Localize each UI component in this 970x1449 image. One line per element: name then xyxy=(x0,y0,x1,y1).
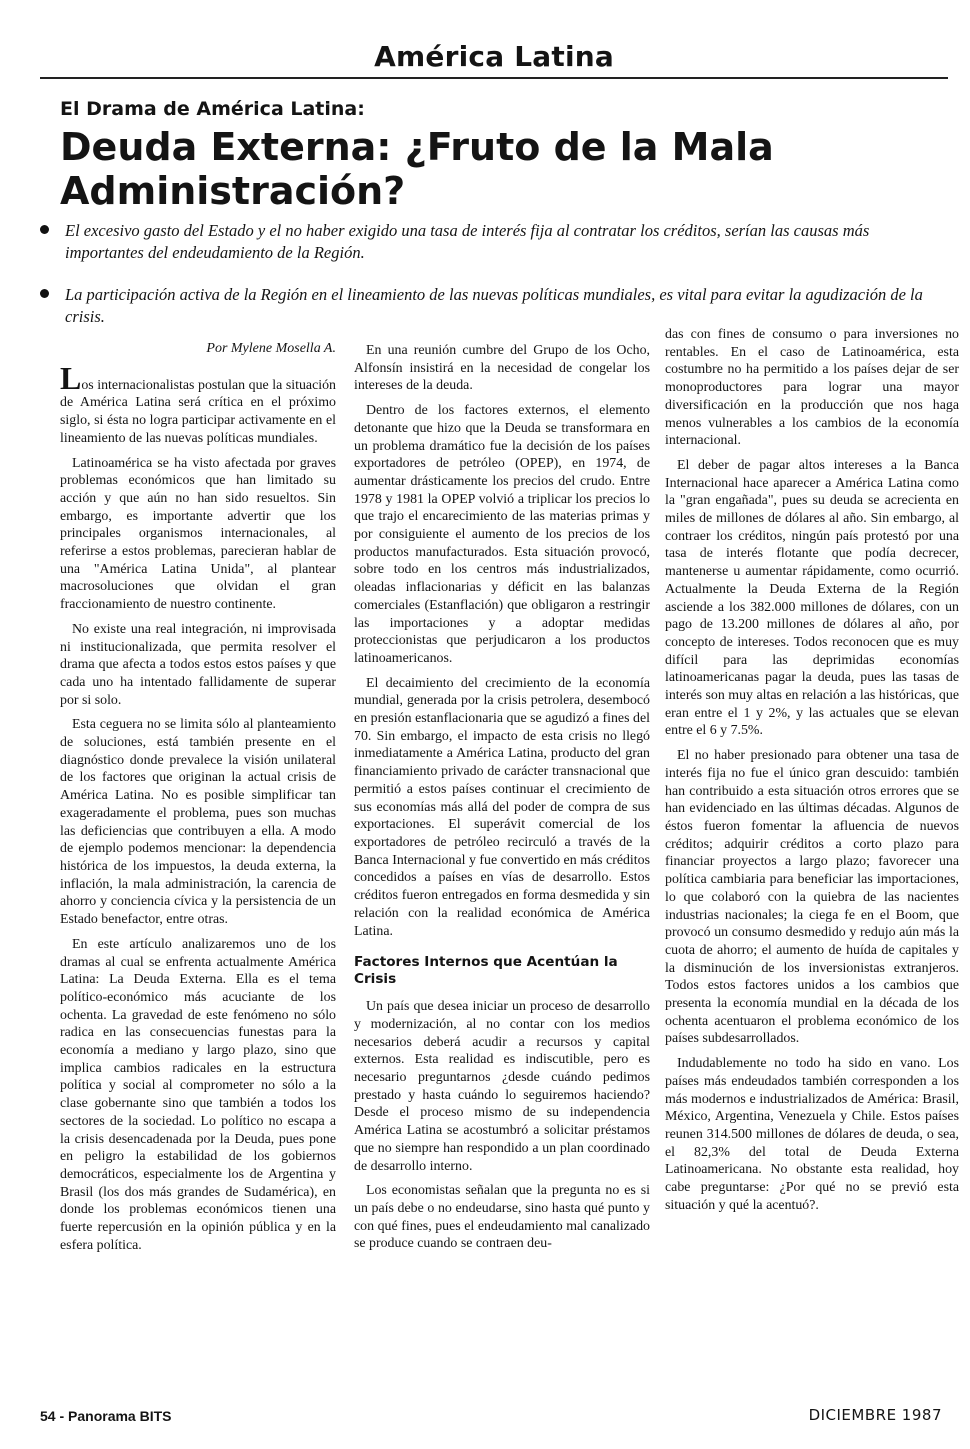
paragraph: El no haber presionado para obtener una tasa de interés fija no fue el único gran descuido: también han contribuido a esta situación otros errores que se han evidenciado en las últimas décadas. Algunos de éstos fueron fomentar la afluencia de nuevos créditos; adquirir créditos a corto plazo para financiar proyectos a largo plazo; favorecer una política cambiaria para beneficiar las importaciones, lo que colaboró con la quiebra de las nacientes industrias nacionales; la ciega fe en el Boom, que provocó un consumo desmedido y redujo aún más la cuota de ahorro; el aumento de huída de capitales y la disminución de los inversionistas extranjeros. Todos estos factores unidos a los cambios que presenta la economía mundial en la década de los ochenta acentuaron el problema económico de los países subdesarrollados. xyxy=(665,748,959,1047)
bullet-icon xyxy=(40,289,49,298)
summary-bullet xyxy=(40,284,940,328)
article-column-3 xyxy=(665,326,959,1221)
paragraph: No existe una real integración, ni improvisada ni institucionalizada, que permita resolver el drama que afecta a todos estos estos países y que cada uno ha intentado fallidamente de superar por si solo. xyxy=(60,621,336,708)
paragraph: Latinoamérica se ha visto afectada por graves problemas económicos que han limitado su acción y que aún no han sido resueltos. Sin embargo, es importante advertir que los principales organismos internacionales, al referirse a estos problemas, parecieran hablar de una "América Latina Unida", al plantear macrosoluciones que olvidan el gran fraccionamiento de nuestro continente. xyxy=(60,455,336,613)
article-column-1 xyxy=(60,340,336,1261)
paragraph: Los economistas señalan que la pregunta no es si un país debe o no endeudarse, sino hasta qué punto y con qué fines, pues el endeudamiento mal canalizado se produce cuando se contraen deu- xyxy=(354,1183,650,1252)
paragraph: Indudablemente no todo ha sido en vano. Los países más endeudados también corresponden a los más modernos e industrializados de América: Brasil, México, Argentina, Venezuela y Chile. Estos países reunen 314.500 millones de dólares de deuda, o sea, el 82,3% del total de Deuda Externa Latinoamericana. No obstante esta realidad, hoy cabe preguntarse: ¿Por qué no se previó esta situación y qué la acentuó?. xyxy=(665,1056,959,1213)
paragraph-text: os internacionalistas postulan que la situación de América Latina será crítica en el próximo siglo, si ésta no logra participar activamente en el lineamiento de las nuevas políticas mundiales. xyxy=(60,377,336,446)
issue-date-footer: DICIEMBRE 1987 xyxy=(808,1406,942,1424)
summary-bullet-text: El excesivo gasto del Estado y el no haber exigido una tasa de interés fija al contratar los créditos, serían las causas más importantes del endeudamiento de la Región. xyxy=(65,221,870,262)
summary-bullet-text: La participación activa de la Región en el lineamiento de las nuevas políticas mundiales, es vital para evitar la agudización de la crisis. xyxy=(65,285,923,326)
article-kicker: El Drama de América Latina: xyxy=(60,98,365,120)
summary-bullet xyxy=(40,220,940,264)
paragraph xyxy=(60,359,336,448)
page-number-footer: 54 - Panorama BITS xyxy=(40,1408,172,1424)
paragraph: En este artículo analizaremos uno de los dramas al cual se enfrenta actualmente América Latina: La Deuda Externa. Ella es el tema político-económico más acuciante de los ochenta. La gravedad de este fenómeno no sólo radica en las consecuencias funestas para la economía a mediano y largo plazo, sino que implica cambios radicales en la estructura política y social al comprometer no sólo a la clase gobernante sino que también a todos los sectores de la sociedad. Lo político no escapa a la crisis desencadenada por la Deuda, pues pone en peligro la estabilidad de los gobiernos democráticos, especialmente los de Argentina y Brasil (los dos más grandes de Sudamérica), en donde los problemas económicos tienen una fuerte repercusión en la opinión pública y en la esfera política. xyxy=(60,936,336,1253)
paragraph: El decaimiento del crecimiento de la economía mundial, generada por la crisis petrolera, desembocó en presión estanflacionaria que se agudizó a fines del 70. Sin embargo, el impacto de esta crisis no llegó inmediatamente a América Latina, producto del gran financiamiento privado de carácter transnacional que permitió a estos países continuar el crecimiento de sus economías más allá del poder de compra de sus exportaciones. El superávit comercial de los exportadores de petróleo recirculó a través de la Banca Internacional y fue convertido en más créditos concedidos a países en vías de desarrollo. Estos créditos fueron entregados en forma desmedida y sin relación con la realidad económica de América Latina. xyxy=(354,675,650,939)
section-header: América Latina xyxy=(374,40,614,73)
article-title: Deuda Externa: ¿Fruto de la Mala Administración? xyxy=(60,125,774,213)
bullet-icon xyxy=(40,225,49,234)
drop-cap: L xyxy=(60,359,82,396)
paragraph: das con fines de consumo o para inversiones no rentables. En el caso de Latinoamérica, esta costumbre no ha permitido a los países dejar de ser monoproductores para lograr una mayor diversificación en la producción que nos haga menos vulnerables a los cambios de la economía internacional. xyxy=(665,327,959,449)
paragraph: En una reunión cumbre del Grupo de los Ocho, Alfonsín insistirá en la necesidad de congelar los intereses de la deuda. xyxy=(354,343,650,394)
paragraph: Un país que desea iniciar un proceso de desarrollo y modernización, al no contar con los medios necesarios deberá acudir a recursos y capital externos. Esta realidad es indiscutible, pero es necesario preguntarnos ¿desde cuándo pedimos prestado y hasta cuándo lo seguiremos haciendo? Desde el proceso mismo de su independencia América Latina se acostumbró a solicitar préstamos que no siempre han respondido a un plan coordinado de desarrollo interno. xyxy=(354,999,650,1174)
subheading: Factores Internos que Acentúan la Crisis xyxy=(354,954,618,988)
paragraph: Esta ceguera no se limita sólo al planteamiento de soluciones, está también presente en el diagnóstico donde prevalece la visión unilateral de los factores que originan la actual crisis de América Latina. No es posible simplificar tan exageradamente el problema, pues son muchas las deficiencias que contribuyen a ella. A modo de ejemplo podemos mencionar: la dependencia histórica de los impuestos, la deuda externa, la inflación, la mala administración, la carencia de ahorro y conciencia cívica y la persistencia de un Estado benefactor, entre otras. xyxy=(60,717,336,928)
paragraph: El deber de pagar altos intereses a la Banca Internacional hace aparecer a América Latina como la "gran engañada", pues su deuda se acrecienta en miles de millones de dólares al año. Sin embargo, al contraer los créditos, ningún país protestó por una tasa de interés flotante que podía decrecer, mantenerse u aumentar rápidamente, como ocurrió. Actualmente la Deuda Externa de la Región asciende a los 382.000 millones de dólares, con un pago de 13.200 millones de dólares al año, por concepto de intereses. Todos reconocen que es muy difícil para las deprimidas economías latinoamericanas pagar la deuda, pues las tasas de interés son muy altas en relación a las históricas, que eran entre el 1 y 2%, y las actuales que se elevan entre el 6 y 7.5%. xyxy=(665,457,959,739)
header-rule xyxy=(40,77,948,79)
article-column-2 xyxy=(354,342,650,1260)
paragraph: Dentro de los factores externos, el elemento detonante que hizo que la Deuda se transformara en un problema dramático fue la decisión de los países exportadores de petróleo (OPEP), en 1974, de aumentar drásticamente los precios del crudo. Entre 1978 y 1981 la OPEP volvió a triplicar los precios lo que trajo el encarecimiento de las materias primas y por consiguiente el aumento de los precios de los productos manufacturados. Esta situación provocó, sobre todo en los centros más industrializados, oleadas inflacionarias y déficit en las balanzas comerciales (Estanflación) que obligaron a restringir las importaciones y a adoptar medidas proteccionistas que perjudicaron a los productos latinoamericanos. xyxy=(354,403,650,666)
byline: Por Mylene Mosella A. xyxy=(206,341,336,356)
